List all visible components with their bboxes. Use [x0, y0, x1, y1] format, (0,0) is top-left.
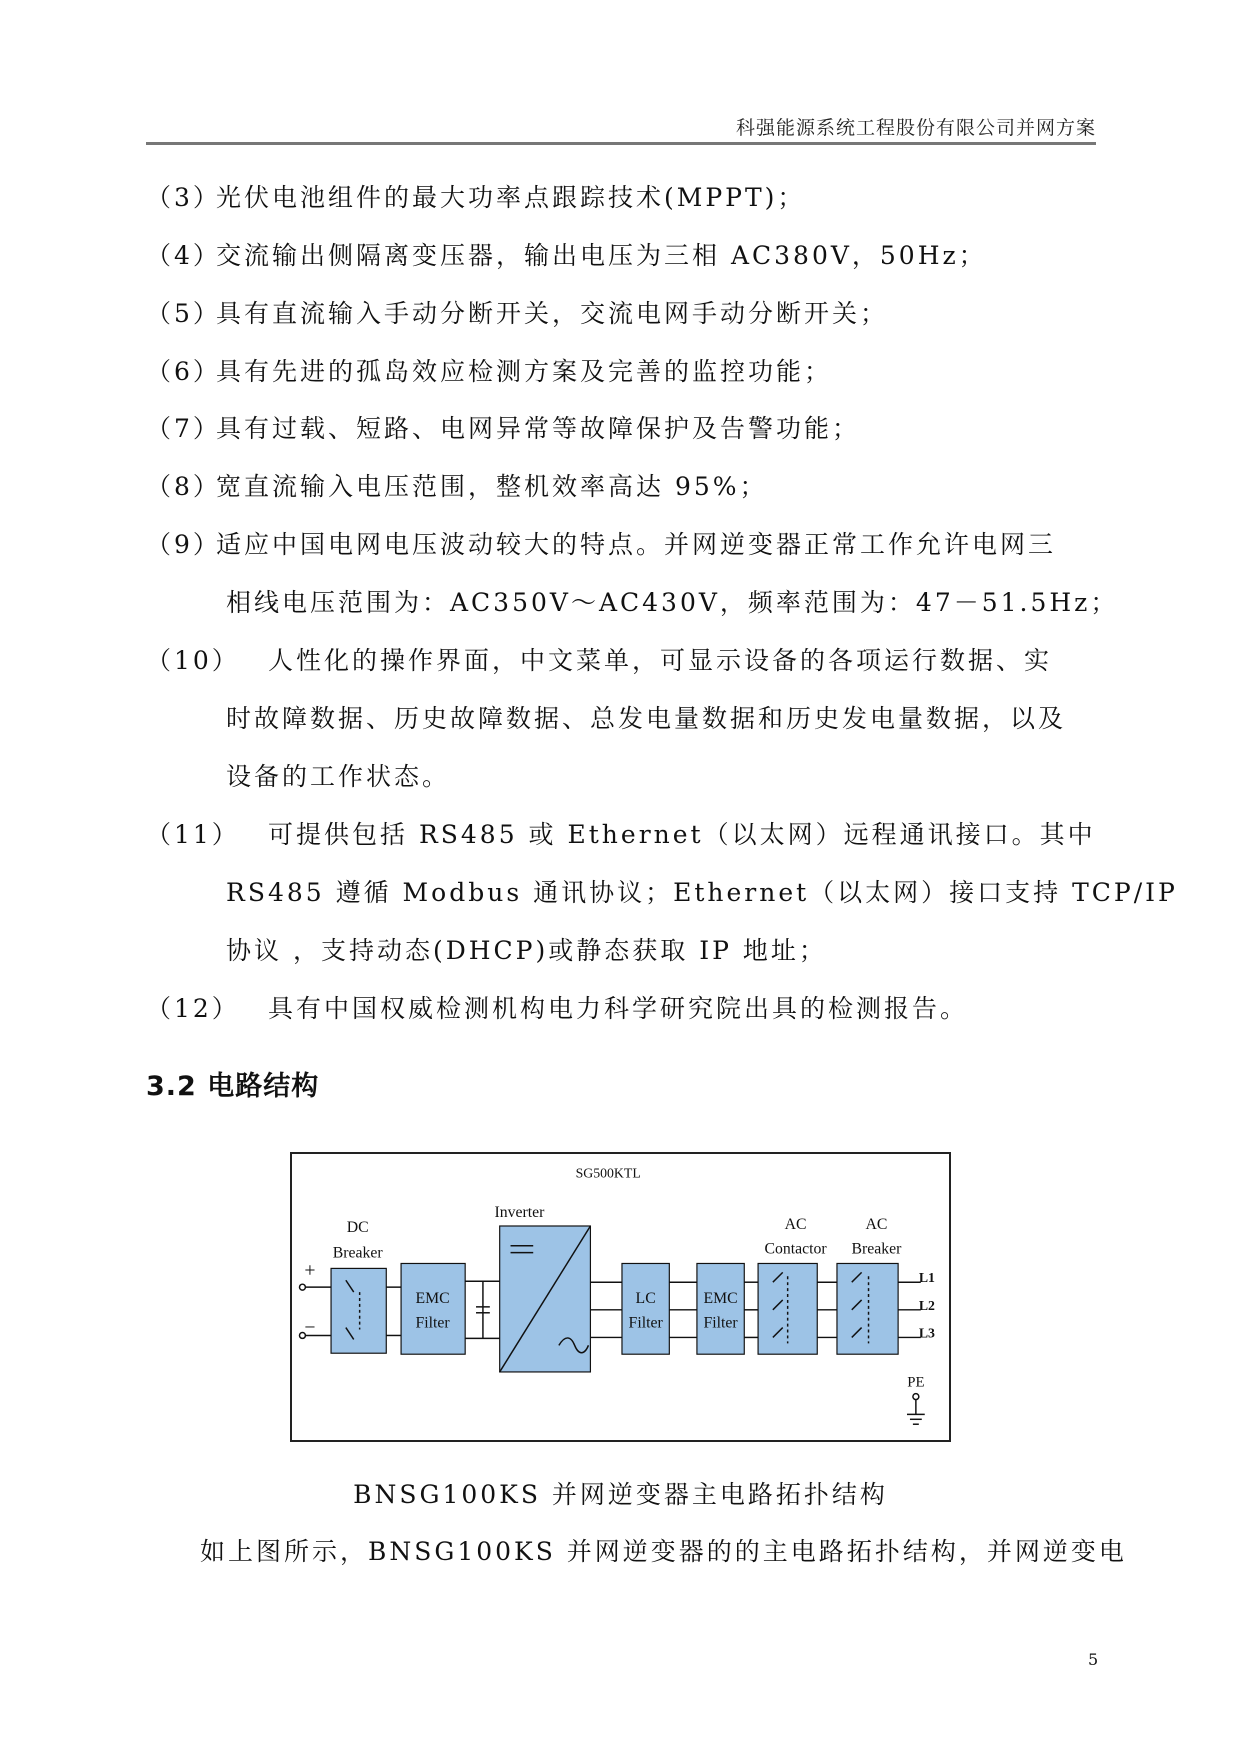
- emc-filter-ac-label-1: EMC: [703, 1289, 738, 1307]
- diagram-title: SG500KTL: [575, 1165, 641, 1181]
- header-title: 科强能源系统工程股份有限公司并网方案: [735, 117, 1096, 139]
- emc-filter-ac-label-2: Filter: [703, 1314, 738, 1332]
- lc-filter-label-1: LC: [635, 1289, 656, 1307]
- pe-label: PE: [907, 1374, 925, 1391]
- list-item-text: 具有先进的孤岛效应检测方案及完善的监控功能；: [216, 357, 833, 386]
- list-item-number: （4）: [146, 241, 221, 270]
- lc-filter-label-2: Filter: [628, 1314, 663, 1332]
- lc-filter-block: [622, 1263, 669, 1354]
- circuit-diagram: [290, 1152, 951, 1442]
- list-item-number: （10）: [146, 646, 240, 675]
- emc-filter-dc-block: [401, 1263, 465, 1354]
- inverter-label: Inverter: [494, 1204, 545, 1222]
- ac-contactor-label-2: Contactor: [764, 1240, 827, 1258]
- dc-link-capacitor-icon: [476, 1281, 490, 1338]
- list-item-text: 可提供包括 RS485 或 Ethernet（以太网）远程通讯接口。其中: [268, 820, 1096, 849]
- list-item-number: （12）: [146, 994, 240, 1023]
- list-item: [146, 525, 1056, 561]
- list-item-text: 适应中国电网电压波动较大的特点。并网逆变器正常工作允许电网三: [216, 530, 1057, 559]
- positive-terminal-label: +: [304, 1259, 316, 1282]
- ground-icon: [907, 1394, 925, 1425]
- list-item: [146, 989, 968, 1025]
- ac-breaker-label-1: AC: [865, 1215, 888, 1233]
- dc-breaker-label-2: Breaker: [332, 1244, 383, 1262]
- inverter-block: [500, 1226, 591, 1372]
- list-item: [146, 236, 987, 272]
- section-heading: 3.2 电路结构: [146, 1071, 320, 1102]
- line-l2-label: L2: [918, 1297, 935, 1313]
- list-item-text: 具有中国权威检测机构电力科学研究院出具的检测报告。: [268, 994, 969, 1023]
- line-l1-label: L1: [918, 1270, 935, 1286]
- list-item: [146, 178, 805, 214]
- ac-breaker-block: [837, 1263, 898, 1354]
- list-item-number: （11）: [146, 820, 240, 849]
- ac-contactor-block: [758, 1263, 817, 1354]
- list-item: [146, 467, 768, 503]
- line-l3-label: L3: [918, 1325, 935, 1341]
- list-item-continuation: 协议 ，支持动态(DHCP)或静态获取 IP 地址；: [226, 936, 827, 965]
- negative-terminal-label: −: [304, 1316, 316, 1339]
- emc-filter-ac-block: [697, 1263, 744, 1354]
- list-item-number: （9）: [146, 530, 221, 559]
- dc-breaker-block: [331, 1268, 386, 1353]
- list-item-continuation: 设备的工作状态。: [226, 762, 451, 791]
- emc-filter-dc-label-2: Filter: [415, 1314, 450, 1332]
- list-item: [146, 352, 832, 388]
- figure-caption: BNSG100KS 并网逆变器主电路拓扑结构: [353, 1480, 888, 1509]
- list-item: [146, 815, 1096, 851]
- emc-filter-dc-label-1: EMC: [415, 1289, 450, 1307]
- list-item-number: （3）: [146, 183, 221, 212]
- list-item-text: 宽直流输入电压范围，整机效率高达 95%；: [216, 472, 768, 501]
- list-item: [146, 641, 1052, 677]
- list-item-text: 光伏电池组件的最大功率点跟踪技术(MPPT)；: [216, 183, 806, 212]
- list-item-number: （8）: [146, 472, 221, 501]
- body-paragraph: 如上图所示，BNSG100KS 并网逆变器的的主电路拓扑结构，并网逆变电: [200, 1537, 1127, 1566]
- list-item: [146, 409, 860, 445]
- list-item-number: （5）: [146, 299, 221, 328]
- list-item-text: 具有直流输入手动分断开关，交流电网手动分断开关；: [216, 299, 889, 328]
- list-item-continuation: 相线电压范围为：AC350V～AC430V，频率范围为：47－51.5Hz；: [226, 588, 1119, 617]
- wiring: [305, 1281, 920, 1338]
- list-item-number: （6）: [146, 357, 221, 386]
- list-item-text: 交流输出侧隔离变压器，输出电压为三相 AC380V，50Hz；: [216, 241, 987, 270]
- positive-terminal-icon: [299, 1284, 305, 1290]
- list-item-text: 具有过载、短路、电网异常等故障保护及告警功能；: [216, 414, 861, 443]
- ac-contactor-label-1: AC: [784, 1215, 807, 1233]
- page-number: 5: [1088, 1650, 1099, 1669]
- list-item: [146, 294, 888, 330]
- list-item-continuation: RS485 遵循 Modbus 通讯协议；Ethernet（以太网）接口支持 TCP/IP: [226, 878, 1178, 907]
- dc-breaker-label-1: DC: [346, 1218, 369, 1236]
- list-item-continuation: 时故障数据、历史故障数据、总发电量数据和历史发电量数据，以及: [226, 704, 1067, 733]
- list-item-number: （7）: [146, 414, 221, 443]
- header-divider: [146, 142, 1096, 145]
- ac-breaker-label-2: Breaker: [851, 1240, 902, 1258]
- list-item-text: 人性化的操作界面，中文菜单，可显示设备的各项运行数据、实: [268, 646, 1053, 675]
